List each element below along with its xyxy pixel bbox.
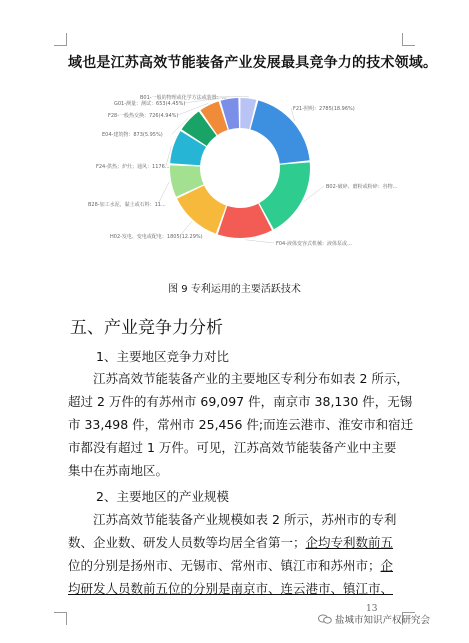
underlined-phrase-1: 企均专利数前五 (305, 535, 394, 550)
crop-mark-top-right (402, 33, 415, 46)
donut-chart (80, 88, 398, 268)
slice-label: F04-液体变容式机械：液体泵或... (276, 241, 352, 247)
leader-line (158, 182, 169, 204)
slice-label: E04-建筑物：873(5.95%) (102, 132, 163, 138)
para2-line-2 (68, 531, 414, 554)
slice-label: F24-供热；炉灶；通风：1176... (96, 164, 170, 170)
para2-line-4: 均研发人员数前五位的分别是南京市、连云港市、镇江市、 (68, 581, 394, 596)
paragraph-regional-comparison (68, 367, 414, 482)
slice-label: B02-破碎、磨粉或粉碎：谷物... (326, 184, 398, 190)
para2-line-3 (68, 554, 414, 577)
slice-label: B28-加工水泥、黏土或石料：11... (88, 202, 166, 208)
figure-caption: 图 9 专利运用的主要活跃技术 (168, 284, 301, 295)
watermark-text: 盐城市知识产权研究会 (335, 615, 431, 626)
para2-line-1: 江苏高效节能装备产业规模如表 2 所示，苏州市的专利 (93, 512, 397, 527)
subsection-heading-2: 2、主要地区的产业规模 (96, 489, 229, 504)
watermark (318, 612, 430, 626)
slice-label: F21-照明：2785(18.96%) (293, 106, 355, 112)
subsection-heading-1: 1、主要地区竞争力对比 (96, 349, 229, 364)
paragraph-continuation: 域也是江苏高效节能装备产业发展最具竞争力的技术领域。 (68, 55, 438, 71)
para1-line-5: 集中在苏南地区。 (68, 463, 169, 478)
para2-line-3-text: 位的分别是扬州市、无锡市、常州市、镇江市和苏州市； (68, 558, 381, 573)
para1-line-3: 市 33,498 件，常州市 25,456 件;而连云港市、淮安市和宿迁 (68, 417, 414, 432)
slice-label: H02-发电、变电或配电：1805(12.29%) (110, 234, 203, 240)
wechat-icon (318, 614, 332, 624)
page-number: 13 (366, 604, 378, 614)
underlined-phrase-2: 企 (380, 558, 394, 573)
leader-line (245, 240, 274, 243)
slice-label: B01-一般的物理或化学方法或装置：... (140, 95, 227, 101)
slice-label: G01-测量：测试：653(4.45%) (114, 101, 186, 107)
para1-line-1: 江苏高效节能装备产业的主要地区专利分布如表 2 所示， (93, 371, 409, 386)
para1-line-2: 超过 2 万件的有苏州市 69,097 件，南京市 38,130 件，无锡 (68, 394, 413, 409)
para1-line-4: 市都没有超过 1 万件。可见，江苏高效节能装备产业中主要 (68, 440, 397, 455)
para2-line-2-text: 数、企业数、研发人员数等均居全省第一； (68, 535, 306, 550)
crop-mark-bottom-left (54, 612, 67, 625)
crop-mark-top-left (54, 33, 67, 46)
paragraph-industry-scale (68, 508, 414, 600)
donut-slice (259, 162, 310, 229)
slice-label: F28-一般热交换：726(4.94%) (108, 113, 179, 119)
section-heading: 五、产业竞争力分析 (70, 318, 223, 338)
